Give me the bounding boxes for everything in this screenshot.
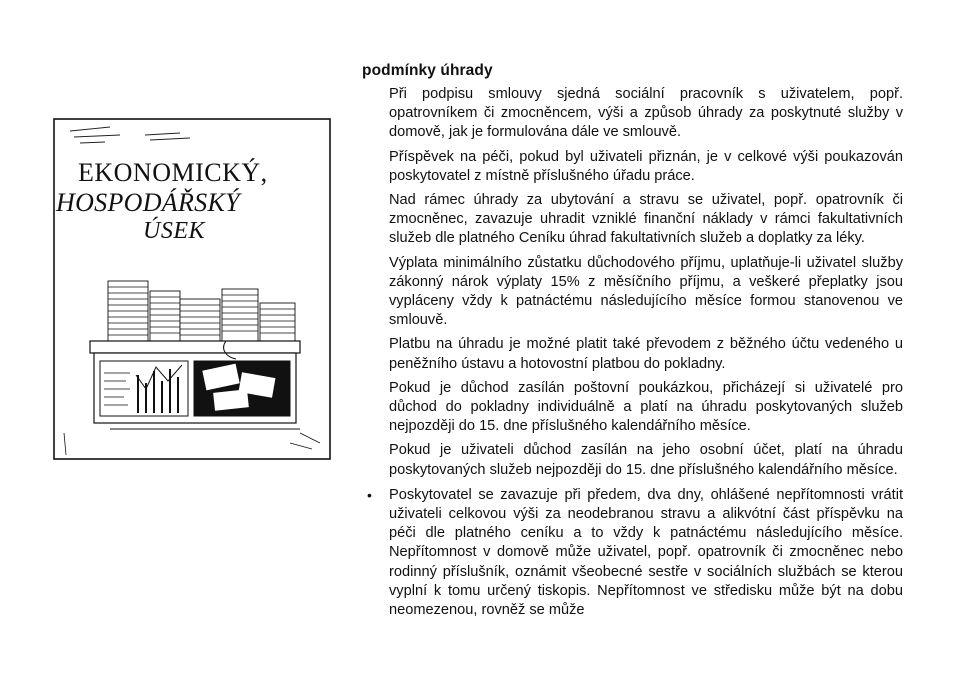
paragraph-minimum-balance: Výplata minimálního zůstatku důchodového příjmu, uplatňuje-li uživatel služby zákonný nárok výplaty 15% z měsíčního příjmu, a veškeré přeplatky jsou vypláceny vždy k patnáctému následujícího měsíce formou stanovenou ve smlouvě. [389, 254, 903, 329]
illustration-title-line-1: EKONOMICKÝ, [78, 158, 268, 187]
illustration-title-line-3: ÚSEK [143, 218, 205, 244]
paragraph-care-allowance: Příspěvek na péči, pokud byl uživateli přiznán, je v celkové výši poukazován poskytovatel z místně příslušného úřadu práce. [389, 148, 903, 184]
paragraph-postal-pension: Pokud je důchod zasílán poštovní poukázkou, přicházejí si uživatelé pro důchod do pokladny individuálně a platí na úhradu poskytovaných služeb nejpozději do 15. dne příslušného kalendářního měsíce. [389, 379, 903, 435]
section-heading: podmínky úhrady [362, 62, 493, 79]
paragraph-optional-services: Nad rámec úhrady za ubytování a stravu se uživatel, popř. opatrovník či zmocněnec, zavazuje uhradit vzniklé finanční náklady v rámci fakultativních služeb dle platného Ceníku úhrad fakultativních služeb a doplatky za léky. [389, 192, 903, 247]
paragraph-contract-payment: Při podpisu smlouvy sjedná sociální pracovník s uživatelem, popř. opatrovníkem či zmocněncem, výši a způsob úhrady za poskytnuté služby v domově, jak je formulována dále ve smlouvě. [389, 86, 903, 141]
economic-department-illustration [50, 113, 335, 465]
bullet-item-absence [367, 486, 903, 620]
paragraph-account-pension: Pokud je uživateli důchod zasílán na jeho osobní účet, platí na úhradu poskytovaných služeb nejpozději do 15. dne příslušného kalendářního měsíce. [389, 442, 903, 478]
bullet-text: Poskytovatel se zavazuje při předem, dva dny, ohlášené nepřítomnosti vrátit uživateli celkovou výši za neodebranou stravu a alikvótní část příspěvku na péči dle platného ceníku a to vždy k patnáctému následujícího měsíce. Nepřítomnost v domově může uživatel, popř. opatrovník či zmocněnec nebo rodinný příslušník, oznámit všeobecné sestře v sociálních službách se kterou vyplní k tomu určený tiskopis. Nepřítomnost ve středisku může být na dobu neomezenou, rovněž se může [389, 486, 903, 619]
main-text-column [367, 85, 903, 625]
illustration-title-line-2: HOSPODÁŘSKÝ [56, 188, 240, 217]
paragraph-payment-methods: Platbu na úhradu je možné platit také převodem z běžného účtu vedeného u peněžního ústavu a hotovostní platbou do pokladny. [389, 336, 903, 372]
bullet-marker: • [367, 486, 372, 503]
stacks-of-papers-and-desk-icon [50, 113, 335, 465]
